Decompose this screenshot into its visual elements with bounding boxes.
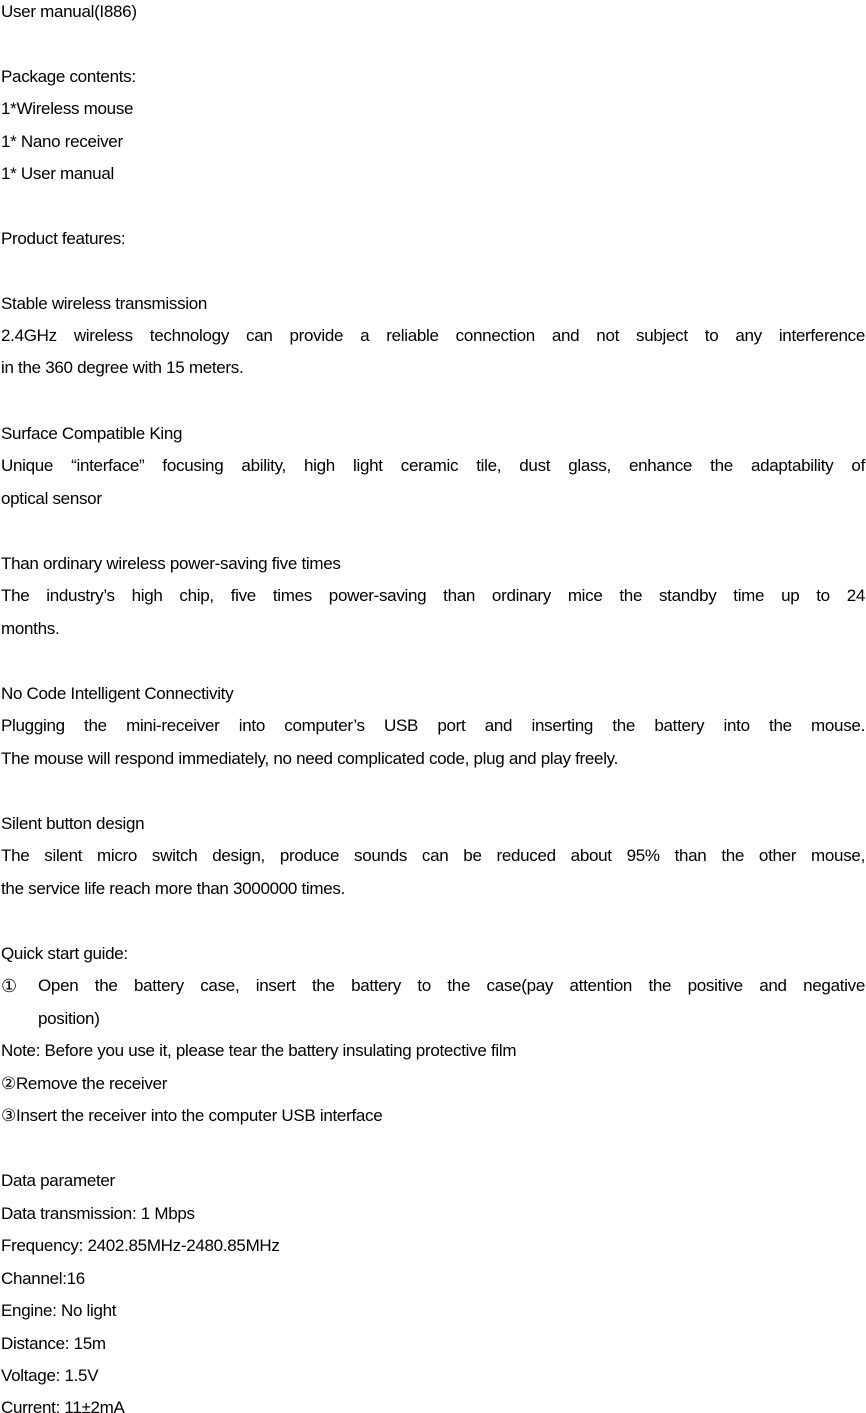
- param-item: Channel:16: [1, 1269, 85, 1288]
- feature-title-stable: Stable wireless transmission: [1, 294, 208, 313]
- feature-text-stable: 2.4GHz wireless technology can provide a reliable connection and not subject to any interference: [1, 326, 865, 345]
- feature-text-stable: in the 360 degree with 15 meters.: [1, 358, 244, 377]
- feature-title-power: Than ordinary wireless power-saving five times: [1, 554, 341, 573]
- param-item: Engine: No light: [1, 1301, 117, 1320]
- feature-title-surface: Surface Compatible King: [1, 424, 183, 443]
- param-item: Data transmission: 1 Mbps: [1, 1204, 195, 1223]
- feature-text-surface: Unique “interface” focusing ability, high light ceramic tile, dust glass, enhance the adaptability of: [1, 456, 865, 475]
- param-item: Frequency: 2402.85MHz-2480.85MHz: [1, 1236, 280, 1255]
- params-heading: Data parameter: [1, 1171, 115, 1190]
- guide-note: Note: Before you use it, please tear the battery insulating protective film: [1, 1041, 517, 1060]
- feature-title-nocode: No Code Intelligent Connectivity: [1, 684, 234, 703]
- feature-text-surface: optical sensor: [1, 489, 102, 508]
- feature-text-silent: the service life reach more than 3000000 times.: [1, 879, 346, 898]
- package-item: 1* Nano receiver: [1, 132, 123, 151]
- step-number-marker: ①: [1, 976, 18, 996]
- feature-text-silent: The silent micro switch design, produce sounds can be reduced about 95% than the other mouse,: [1, 846, 865, 865]
- feature-text-nocode: Plugging the mini-receiver into computer’s USB port and inserting the battery into the mouse.: [1, 716, 865, 735]
- package-item: 1*Wireless mouse: [1, 99, 134, 118]
- feature-title-silent: Silent button design: [1, 814, 145, 833]
- features-heading: Product features:: [1, 229, 126, 248]
- guide-step-1: position): [38, 1009, 100, 1028]
- package-heading: Package contents:: [1, 67, 136, 86]
- guide-heading: Quick start guide:: [1, 944, 128, 963]
- param-item: Current: 11±2mA: [1, 1398, 125, 1413]
- feature-text-power: months.: [1, 619, 60, 638]
- package-item: 1* User manual: [1, 164, 114, 183]
- guide-step-3: ③Insert the receiver into the computer USB interface: [1, 1106, 383, 1125]
- param-item: Voltage: 1.5V: [1, 1366, 99, 1385]
- document-title: User manual(I886): [1, 2, 137, 21]
- param-item: Distance: 15m: [1, 1334, 106, 1353]
- guide-step-2: ②Remove the receiver: [1, 1074, 168, 1093]
- feature-text-power: The industry’s high chip, five times power-saving than ordinary mice the standby time up to 24: [1, 586, 865, 605]
- guide-step-1: Open the battery case, insert the battery to the case(pay attention the positive and negative: [38, 976, 865, 995]
- feature-text-nocode: The mouse will respond immediately, no need complicated code, plug and play freely.: [1, 749, 619, 768]
